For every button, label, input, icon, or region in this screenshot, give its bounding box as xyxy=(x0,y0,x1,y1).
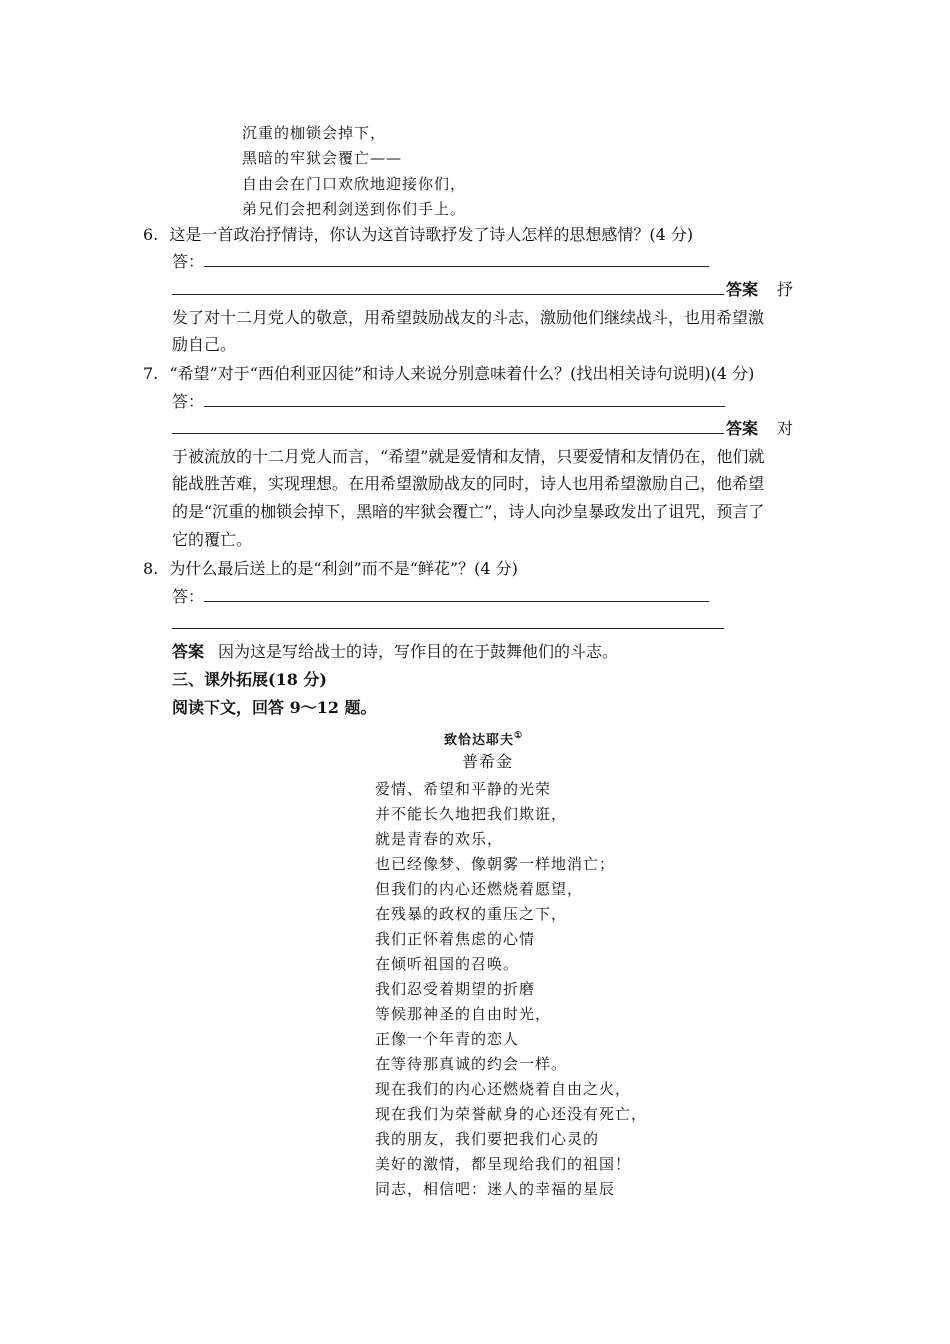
poem-line: 在残暴的政权的重压之下， xyxy=(375,905,568,923)
poem-line: 在等待那真诚的约会一样。 xyxy=(375,1055,568,1073)
answer-text: 的是“沉重的枷锁会掉下，黑暗的牢狱会覆亡”，诗人向沙皇暴政发出了诅咒，预言了 xyxy=(172,502,765,521)
question-number: 8. xyxy=(143,559,159,578)
answer-text: 因为这是写给战士的诗，写作目的在于鼓舞他们的斗志。 xyxy=(218,642,619,661)
poem-line: 并不能长久地把我们欺诳， xyxy=(375,805,568,823)
answer-text: 抒 xyxy=(777,280,794,299)
poem-title-text: 致恰达耶夫 xyxy=(444,733,515,748)
answer-blank-row xyxy=(172,417,794,441)
question-number: 7. xyxy=(143,364,159,383)
answer-blank[interactable] xyxy=(204,390,725,407)
question-number: 6. xyxy=(143,225,159,244)
poem-line: 我们正怀着焦虑的心情 xyxy=(375,930,536,948)
poem-line: 沉重的枷锁会掉下， xyxy=(242,124,387,142)
poem-line: 美好的激情，都呈现给我们的祖国！ xyxy=(375,1155,632,1173)
answer-blank-row xyxy=(172,390,725,414)
answer-prefix: 答： xyxy=(172,587,205,606)
answer-blank[interactable] xyxy=(172,417,724,434)
poem-line: 就是青春的欢乐， xyxy=(375,830,504,848)
answer-prefix: 答： xyxy=(172,252,205,271)
section-instruction: 阅读下文，回答 9～12 题。 xyxy=(172,698,377,717)
question-text: “希望”对于“西伯利亚囚徒”和诗人来说分别意味着什么？(找出相关诗句说明)(4 分) xyxy=(169,364,755,383)
poem-line: 在倾听祖国的召唤。 xyxy=(375,955,520,973)
answer-text: 能战胜苦难，实现理想。在用希望激励战友的同时，诗人也用希望激励自己，他希望 xyxy=(172,474,765,493)
answer-text: 发了对十二月党人的敬意，用希望鼓励战友的斗志，激励他们继续战斗，也用希望激 xyxy=(172,308,765,327)
poem-line: 但我们的内心还燃烧着愿望， xyxy=(375,880,584,898)
poem-line: 现在我们的内心还燃烧着自由之火， xyxy=(375,1080,632,1098)
answer-blank[interactable] xyxy=(172,612,724,629)
poem-line: 我的朋友，我们要把我们心灵的 xyxy=(375,1130,600,1148)
poem-line: 自由会在门口欢欣地迎接你们， xyxy=(242,175,467,193)
answer-blank[interactable] xyxy=(204,250,709,267)
question-7 xyxy=(143,362,754,386)
poem-line: 现在我们为荣誉献身的心还没有死亡， xyxy=(375,1105,648,1123)
poem-line: 同志，相信吧：迷人的幸福的星辰 xyxy=(375,1180,616,1198)
answer-blank[interactable] xyxy=(204,585,709,602)
answer-blank-row xyxy=(172,250,709,274)
answer-label: 答案 xyxy=(726,419,759,438)
section-heading: 三、课外拓展(18 分) xyxy=(172,670,327,689)
poem-line: 弟兄们会把利剑送到你们手上。 xyxy=(242,200,467,218)
answer-label: 答案 xyxy=(726,280,759,299)
answer-blank-row xyxy=(172,585,709,609)
footnote-mark: ① xyxy=(514,731,524,741)
poem-author: 普希金 xyxy=(462,752,514,771)
answer-text: 对 xyxy=(777,419,794,438)
poem-line: 等候那神圣的自由时光， xyxy=(375,1005,552,1023)
poem-line: 也已经像梦、像朝雾一样地消亡； xyxy=(375,855,616,873)
answer-label: 答案 xyxy=(172,642,205,661)
answer-row xyxy=(172,640,618,664)
answer-blank-row xyxy=(172,278,794,302)
answer-blank[interactable] xyxy=(172,278,724,295)
poem-line: 正像一个年青的恋人 xyxy=(375,1030,520,1048)
poem-line: 爱情、希望和平静的光荣 xyxy=(375,780,552,798)
question-6 xyxy=(143,223,693,247)
question-text: 为什么最后送上的是“利剑”而不是“鲜花”？(4 分) xyxy=(169,559,518,578)
answer-prefix: 答： xyxy=(172,392,205,411)
answer-text: 励自己。 xyxy=(172,335,237,354)
answer-text: 它的覆亡。 xyxy=(172,530,253,549)
answer-text: 于被流放的十二月党人而言，“希望”就是爱情和友情，只要爱情和友情仍在，他们就 xyxy=(172,447,765,466)
question-text: 这是一首政治抒情诗，你认为这首诗歌抒发了诗人怎样的思想感情？(4 分) xyxy=(169,225,694,244)
poem-line: 我们忍受着期望的折磨 xyxy=(375,980,536,998)
answer-blank-row xyxy=(172,612,724,636)
poem-line: 黑暗的牢狱会覆亡—— xyxy=(242,149,403,167)
question-8 xyxy=(143,557,518,581)
poem-title xyxy=(444,724,523,753)
